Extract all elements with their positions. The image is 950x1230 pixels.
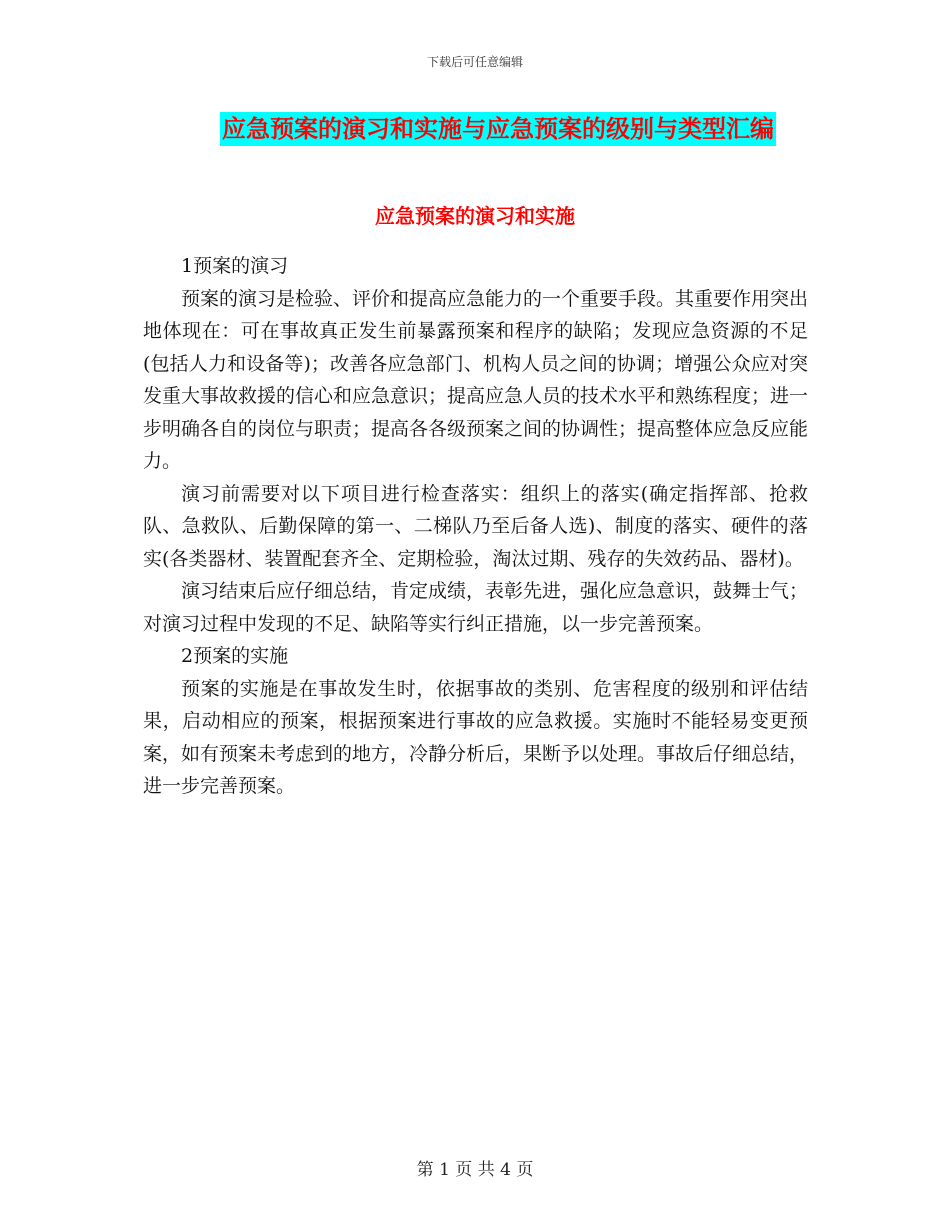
subsection-heading-drill: 1预案的演习 — [181, 255, 289, 277]
document-body — [143, 250, 808, 803]
paragraph-drill-purpose: 预案的演习是检验、评价和提高应急能力的一个重要手段。其重要作用突出地体现在：可在事故真正发生前暴露预案和程序的缺陷；发现应急资源的不足(包括人力和设备等)；改善各应急部门、机构人员之间的协调；增强公众应对突发重大事故救援的信心和应急意识；提高应急人员的技术水平和熟练程度；进一步明确各自的岗位与职责；提高各各级预案之间的协调性；提高整体应急反应能力。 — [143, 287, 809, 472]
paragraph-implementation: 预案的实施是在事故发生时，依据事故的类别、危害程度的级别和评估结果，启动相应的预案，根据预案进行事故的应急救援。实施时不能轻易变更预案，如有预案未考虑到的地方，冷静分析后，果断予以处理。事故后仔细总结，进一步完善预案。 — [143, 677, 809, 797]
subsection-heading-implementation: 2预案的实施 — [181, 645, 289, 667]
document-title-container — [0, 112, 950, 146]
page-footer: 第 1 页 共 4 页 — [416, 1160, 534, 1180]
section-title: 应急预案的演习和实施 — [375, 204, 575, 228]
document-title: 应急预案的演习和实施与应急预案的级别与类型汇编 — [220, 112, 776, 146]
paragraph-drill-preparation: 演习前需要对以下项目进行检查落实：组织上的落实(确定指挥部、抢救队、急救队、后勤保障的第一、二梯队乃至后备人选)、制度的落实、硬件的落实(各类器材、装置配套齐全、定期检验，淘汰过期、残存的失效药品、器材)。 — [143, 482, 808, 570]
paragraph-drill-summary: 演习结束后应仔细总结，肯定成绩，表彰先进，强化应急意识，鼓舞士气；对演习过程中发现的不足、缺陷等实行纠正措施，以一步完善预案。 — [143, 580, 809, 635]
page-header: 下载后可任意编辑 — [426, 55, 523, 69]
